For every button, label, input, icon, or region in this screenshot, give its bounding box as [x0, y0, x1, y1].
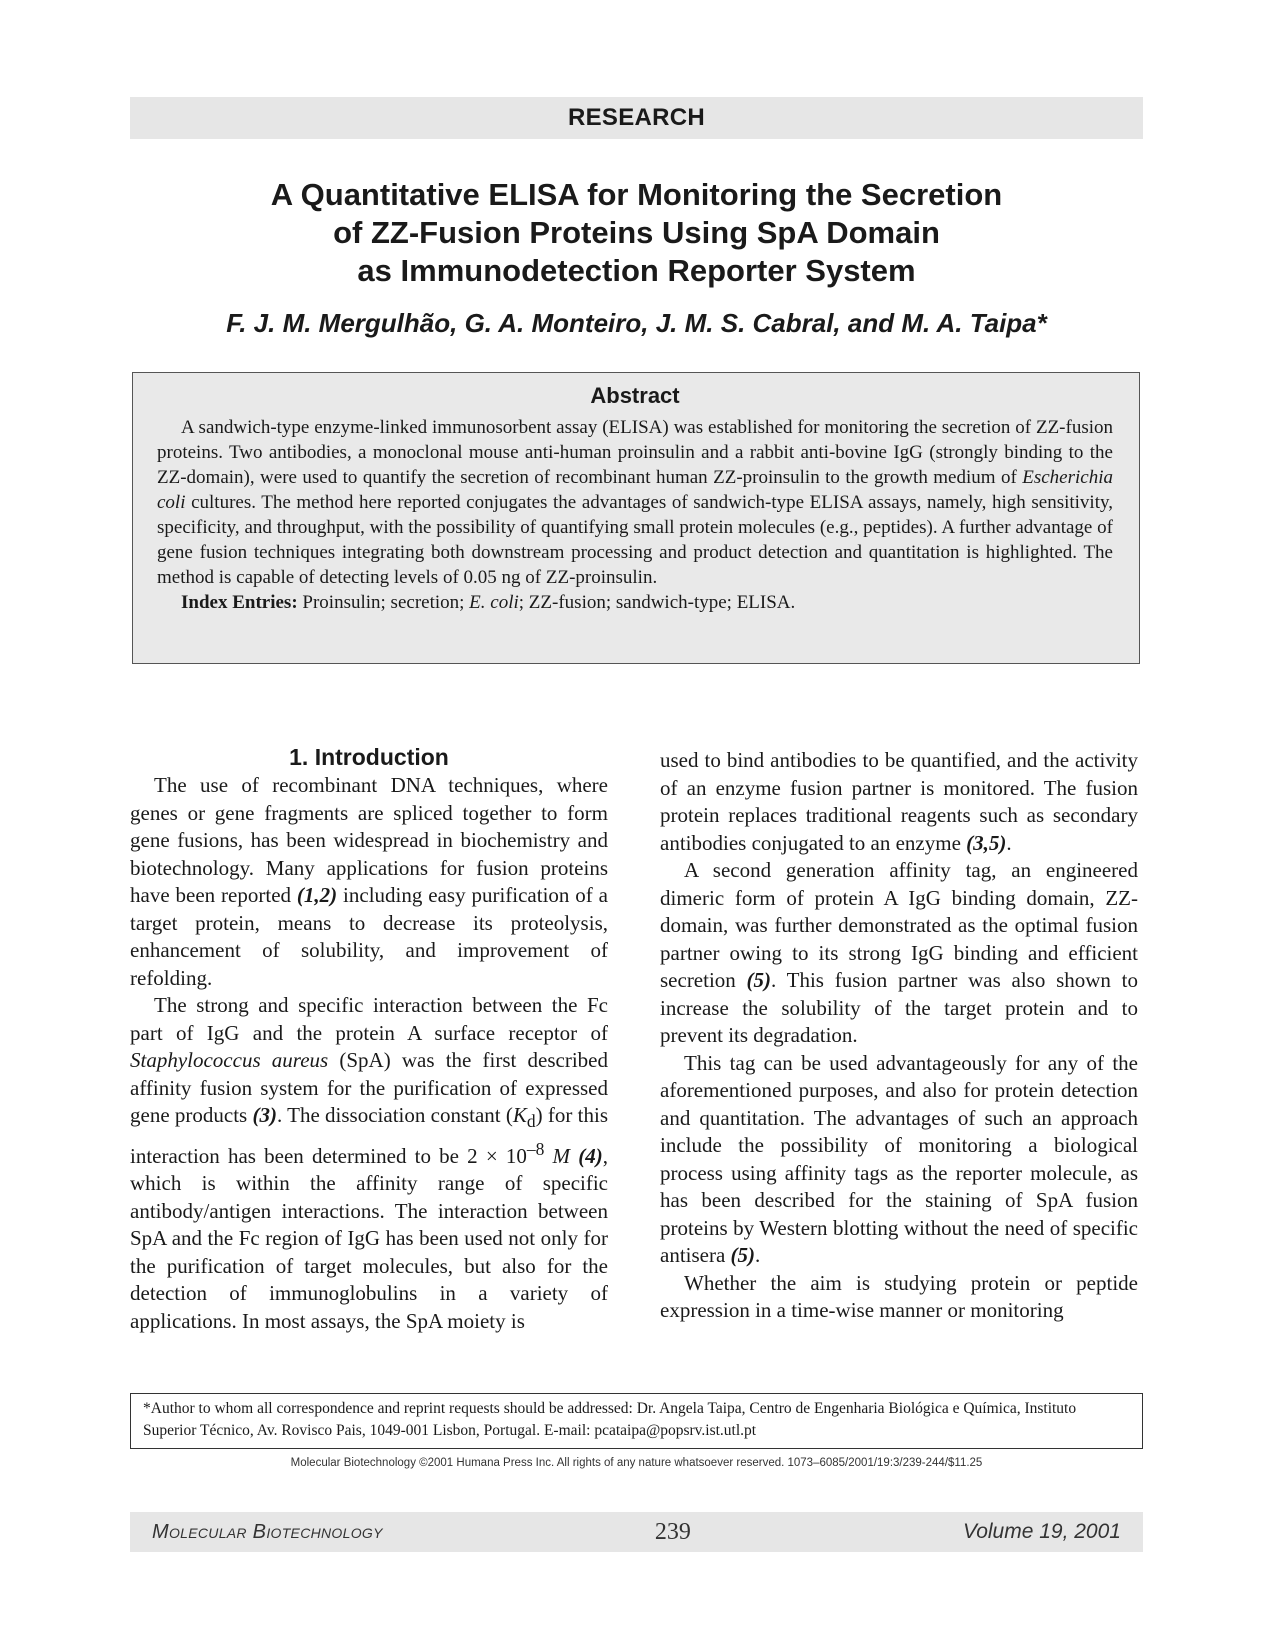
paragraph-text: . The dissociation constant ( [277, 1103, 513, 1127]
correspondence-footnote: *Author to whom all correspondence and reprint requests should be addressed: Dr. Angela Taipa, Centro de Engenharia Biológica e Química, Instituto Superior Técnico, Av. Rovisco Pais, 1049-001 Lisbon, Portugal. E-mail: pcataipa@popsrv.ist.utl.pt [130, 1393, 1143, 1449]
abstract-heading: Abstract [590, 383, 680, 408]
paragraph-text: ) for this interaction has been determined to be 2 × 10 [130, 1103, 608, 1168]
paragraph-text: A second generation affinity tag, an engineered dimeric form of protein A IgG binding domain, ZZ-domain, was further demonstrated as the optimal fusion partner owing to its strong IgG binding and efficient secretion [660, 858, 1138, 992]
intro-paragraph-3 [660, 857, 1138, 1050]
paragraph-text: The strong and specific interaction between the Fc part of IgG and the protein A surface receptor of [130, 993, 608, 1045]
intro-paragraph-1 [130, 772, 608, 992]
body-column-left [130, 742, 608, 1335]
paragraph-text: . [755, 1243, 761, 1267]
paragraph-text: This tag can be used advantageously for any of the aforementioned purposes, and also for protein detection and quantitation. The advantages of such an approach include the possibility of monitoring a biological process using affinity tags as the reporter molecule, as has been described for the staining of SpA fusion proteins by Western blotting without the need of specific antisera [660, 1050, 1138, 1267]
intro-heading: 1. Introduction [289, 744, 449, 770]
paragraph-text: . This fusion partner was also shown to increase the solubility of the target protein and to prevent its degradation. [660, 968, 1138, 1047]
molar-unit: M [544, 1143, 571, 1168]
section-label: RESEARCH [567, 104, 706, 131]
page-footer [130, 1512, 1143, 1552]
intro-paragraph-2 [130, 992, 608, 1335]
paragraph-text: The use of recombinant DNA techniques, where genes or gene fragments are spliced together to form gene fusions, has been widespread in biochemistry and biotechnology. Many applications for fusion proteins have been reported [130, 773, 608, 907]
index-entries-part: ; ZZ-fusion; sandwich-type; ELISA. [518, 592, 796, 613]
kd-subscript: d [526, 1111, 536, 1132]
paragraph-text: used to bind antibodies to be quantified, and the activity of an enzyme fusion partner is monitored. The fusion protein replaces traditional reagents such as secondary antibodies conjugated to an enzyme [660, 748, 1138, 855]
page-number: 239 [654, 1518, 691, 1545]
copyright-line: Molecular Biotechnology ©2001 Humana Press Inc. All rights of any nature whatsoever reserved. 1073–6085/2001/19:3/239-244/$11.25 [290, 1457, 983, 1469]
exponent: –8 [526, 1138, 545, 1159]
title-line-3: as Immunodetection Reporter System [357, 253, 916, 288]
citation-ref: (5) [746, 968, 772, 992]
citation-ref: (4) [570, 1143, 603, 1168]
title-line-2: of ZZ-Fusion Proteins Using SpA Domain [333, 215, 940, 250]
journal-name: Molecular Biotechnology [152, 1520, 383, 1543]
citation-ref: (5) [730, 1243, 756, 1267]
paragraph-text: . [1006, 830, 1012, 855]
abstract-text-part: A sandwich-type enzyme-linked immunosorbent assay (ELISA) was established for monitoring the secretion of ZZ-fusion proteins. Two antibodies, a monoclonal mouse anti-human proinsulin and a rabbit anti-bovine IgG (strongly binding to the ZZ-domain), were used to quantify the secretion of recombinant human ZZ-proinsulin to the growth medium of [157, 417, 1113, 488]
citation-ref: (3) [252, 1103, 277, 1127]
paragraph-text: (SpA) was the first described affinity fusion system for the purification of expressed gene products [130, 1048, 608, 1127]
citation-ref: (1,2) [296, 883, 338, 907]
abstract-organism: Escherichia coli [157, 467, 1113, 513]
intro-paragraph-2-continued [660, 747, 1138, 857]
intro-paragraph-5: Whether the aim is studying protein or peptide expression in a time-wise manner or monitoring [660, 1270, 1138, 1322]
section-banner [130, 97, 1143, 139]
paragraph-text: including easy purification of a target protein, means to decrease its proteolysis, enhancement of solubility, and improvement of refolding. [130, 883, 608, 990]
paragraph-text: , which is within the affinity range of specific antibody/antigen interactions. The interaction between SpA and the Fc region of IgG has been used not only for the purification of target molecules, but also for the detection of immunoglobulins in a variety of applications. In most assays, the SpA moiety is [130, 1143, 608, 1333]
abstract-text-part: cultures. The method here reported conjugates the advantages of sandwich-type ELISA assays, namely, high sensitivity, specificity, and throughput, with the possibility of quantifying small protein molecules (e.g., peptides). A further advantage of gene fusion techniques integrating both downstream processing and product detection and quantitation is highlighted. The method is capable of detecting levels of 0.05 ng of ZZ-proinsulin. [157, 492, 1113, 588]
index-entries-label: Index Entries: [181, 592, 298, 613]
abstract-box [132, 372, 1140, 664]
citation-ref: (3,5) [966, 830, 1007, 855]
body-column-right [660, 747, 1138, 1325]
abstract-text [157, 415, 1113, 590]
title-line-1: A Quantitative ELISA for Monitoring the Secretion [270, 177, 1003, 212]
index-entries-part: Proinsulin; secretion; [297, 592, 470, 613]
article-title [130, 176, 1143, 290]
author-list: F. J. M. Mergulhão, G. A. Monteiro, J. M. S. Cabral, and M. A. Taipa* [226, 308, 1047, 338]
index-entries [157, 590, 1113, 615]
organism-name: Staphylococcus aureus [130, 1048, 329, 1072]
intro-paragraph-4 [660, 1050, 1138, 1270]
kd-symbol: K [512, 1103, 527, 1127]
volume-year: Volume 19, 2001 [962, 1520, 1121, 1543]
index-entries-organism: E. coli [469, 592, 519, 613]
